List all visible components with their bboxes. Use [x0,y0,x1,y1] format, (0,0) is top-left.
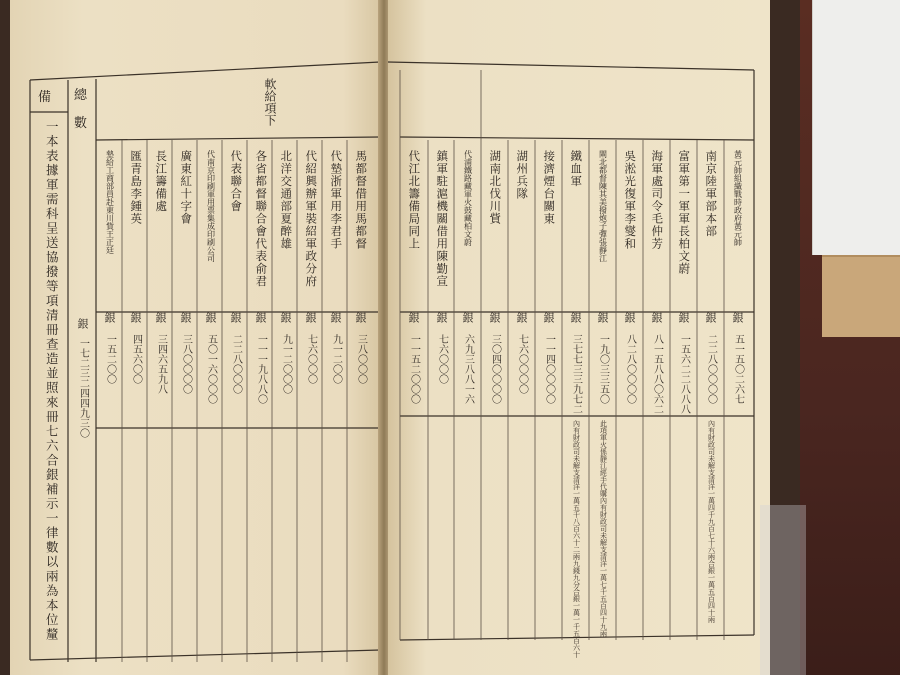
row-amount: 八二八〇〇〇〇 [624,334,636,404]
row-amount: 一一四〇〇〇〇 [543,334,555,404]
row-amount: 一一一九八八〇 [255,334,267,404]
row-amount: 七六〇〇〇 [436,334,448,384]
row-name: 代墊浙軍用李君手 [329,150,344,250]
row-unit: 銀 [435,312,448,323]
row-unit: 銀 [569,312,582,323]
row-name: 黃元帥組織戰時政府黃元帥 [733,150,743,246]
row-amount: 三八〇〇〇 [355,334,367,384]
total-header-top: 總 [74,88,88,103]
row-name: 接濟煙台關東 [542,150,557,225]
row-amount: 七六〇〇〇 [305,334,317,384]
ledger-row [429,0,454,675]
ledger-row [509,0,534,675]
row-unit: 銀 [731,312,744,323]
ledger-row [198,0,223,675]
ledger-row [455,0,480,675]
ledger-row [248,0,273,675]
total-unit: 銀 [76,318,89,329]
ledger-row [725,0,750,675]
row-annotation: 內有財政司未解支清洋一萬五千八百六十二兩九錢九分合銀一萬一千五百六十 [572,420,581,658]
cardboard-edge [822,255,900,337]
remarks-text: 一本表據軍需科呈送協撥等項清冊查造並照來冊七六合銀補示一律數以兩為本位釐 [44,120,60,642]
row-amount: 五一五〇二六七 [732,334,744,404]
row-amount: 三八〇〇〇〇 [180,334,192,394]
row-unit: 銀 [254,312,267,323]
ledger-row [148,0,173,675]
row-unit: 銀 [704,312,717,323]
row-unit: 銀 [542,312,555,323]
row-amount: 五〇一六〇〇〇 [205,334,217,404]
row-name: 馬都督借用馬都督 [354,150,369,250]
row-name: 墊給工商部員赴東川貲王正廷 [105,150,115,254]
row-unit: 銀 [204,312,217,323]
remarks-column [35,0,67,675]
row-name: 代表聯合會 [229,150,244,213]
row-annotation: 此項軍火係靜江經手代購內有財政司未解支清洋一萬七千五百四十九兩 [599,420,608,637]
ledger-row [482,0,507,675]
row-unit: 銀 [179,312,192,323]
row-unit: 銀 [677,312,690,323]
ledger-row [348,0,373,675]
row-unit: 銀 [488,312,501,323]
row-name: 匯青島李鍾英 [129,150,144,225]
remarks-header: 備 [38,90,52,105]
row-unit: 銀 [229,312,242,323]
row-unit: 銀 [461,312,474,323]
row-name: 各省都督聯合會代表俞君 [254,150,269,288]
white-paper-sheet [812,0,900,255]
row-name: 代南京印刷軍用票集成印刷公司 [206,150,216,262]
row-name: 湖州兵隊 [515,150,530,200]
row-name: 代紹興辦軍裝紹軍政分府 [304,150,319,288]
row-name: 吳淞光復軍李燮和 [623,150,638,250]
row-unit: 銀 [354,312,367,323]
row-unit: 銀 [515,312,528,323]
ledger-row [401,0,426,675]
row-amount: 二二八〇〇〇〇 [705,334,717,404]
row-unit: 銀 [304,312,317,323]
row-amount: 三七七三三九七二 [570,334,582,414]
row-amount: 一一五二〇〇〇 [408,334,420,404]
row-unit: 銀 [650,312,663,323]
section-title: 軟給項下 [263,78,277,126]
row-unit: 銀 [407,312,420,323]
left-page [10,0,380,675]
row-amount: 四五六〇〇 [130,334,142,384]
row-amount: 一五二〇〇 [104,334,116,384]
row-name: 鎮軍駐滬機關借用陳勤宣 [435,150,450,288]
ledger-row [617,0,642,675]
total-column [70,0,95,675]
row-amount: 二二八〇〇〇 [230,334,242,394]
row-amount: 九一二〇〇〇 [280,334,292,394]
ledger-row [298,0,323,675]
row-name: 閘北都督陳其美撥炮子彈張靜江 [598,150,608,262]
row-amount: 一九〇三三五〇 [597,334,609,404]
row-name: 鐵血軍 [569,150,584,188]
ledger-row [644,0,669,675]
row-name: 湖南北伐川貲 [488,150,503,225]
row-name: 北洋交通部夏醉雄 [279,150,294,250]
plastic-sleeve [760,505,806,675]
ledger-row [97,0,122,675]
ledger-row [323,0,348,675]
row-amount: 六九三八八一六 [462,334,474,404]
row-unit: 銀 [129,312,142,323]
row-name: 代江北籌備局同上 [407,150,422,250]
row-annotation: 內有財政司未解支清洋一萬四千九百七十六兩合銀一萬五百四十兩 [707,420,716,623]
ledger-row [123,0,148,675]
row-name: 代浦鐵路藏軍火鼓藏柏文蔚 [463,150,473,246]
row-unit: 銀 [279,312,292,323]
ledger-row [536,0,561,675]
row-name: 長江籌備處 [154,150,169,213]
row-name: 富軍第一軍軍長柏文蔚 [677,150,692,275]
row-amount: 九一二〇〇 [330,334,342,384]
row-amount: 三〇四〇〇〇〇 [489,334,501,404]
row-unit: 銀 [596,312,609,323]
row-amount: 三四六五九八 [155,334,167,394]
row-amount: 七六〇〇〇〇 [516,334,528,394]
row-name: 廣東紅十字會 [179,150,194,225]
row-unit: 銀 [329,312,342,323]
right-page [388,0,770,675]
row-unit: 銀 [154,312,167,323]
ledger-row [173,0,198,675]
total-header-bottom: 數 [74,116,88,131]
ledger-row [223,0,248,675]
row-amount: 八一五八八〇六二 [651,334,663,414]
row-name: 海軍處司令毛仲芳 [650,150,665,250]
row-amount: 一五六二二八八八 [678,334,690,414]
row-unit: 銀 [623,312,636,323]
row-name: 南京陸軍部本部 [704,150,719,238]
row-unit: 銀 [103,312,116,323]
ledger-row [671,0,696,675]
total-amount: 一七二三二四四九三〇 [77,338,89,438]
ledger-row [273,0,298,675]
